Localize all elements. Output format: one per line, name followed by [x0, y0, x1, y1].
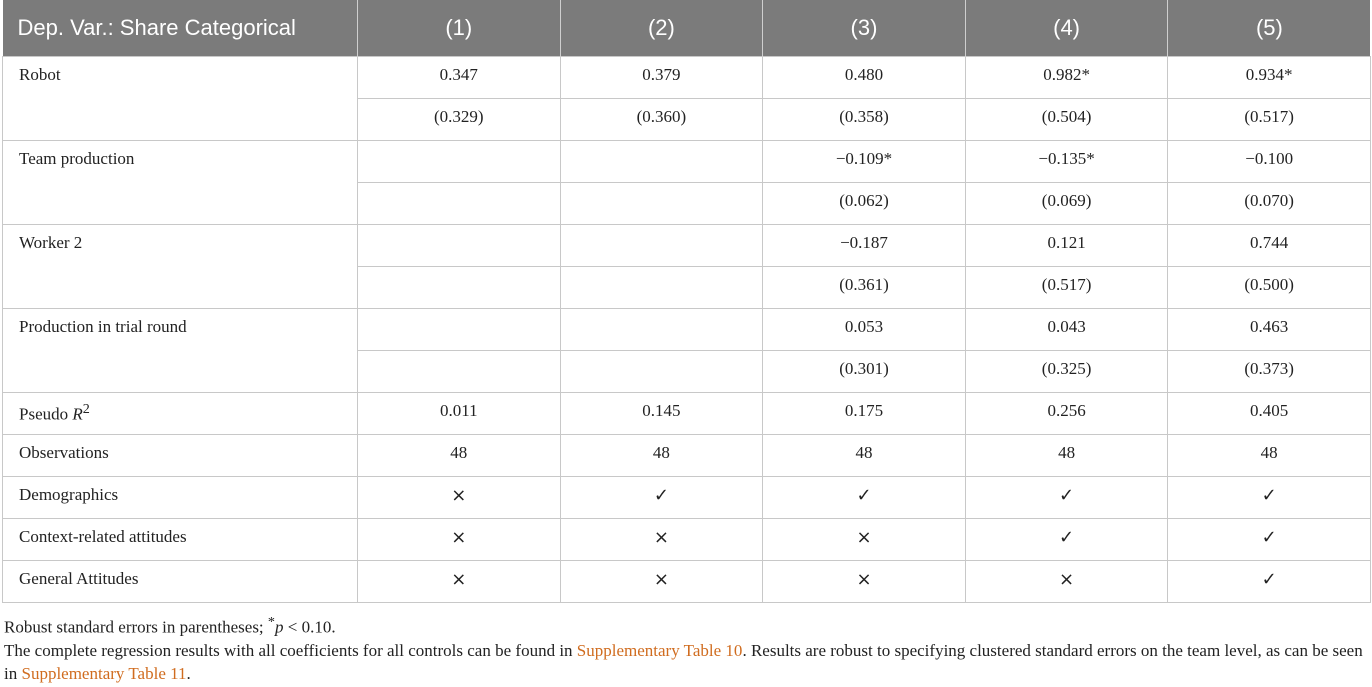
- cross-icon: ×: [358, 519, 561, 561]
- pseudo-r2-cell: 0.256: [965, 393, 1168, 435]
- coefficient-cell: [358, 225, 561, 267]
- observations-cell: 48: [763, 435, 966, 477]
- check-icon: ✓: [1168, 519, 1371, 561]
- table-row-control: [3, 561, 1371, 603]
- std-error-cell: (0.070): [1168, 183, 1371, 225]
- coefficient-cell: 0.347: [358, 57, 561, 99]
- std-error-cell: [560, 183, 763, 225]
- header-col-3: (3): [763, 0, 966, 57]
- coefficient-cell: [560, 225, 763, 267]
- footnote-text: Robust standard errors in parentheses;: [4, 617, 268, 637]
- footnote-line-1: [4, 611, 1370, 639]
- header-dep-var: Dep. Var.: Share Categorical: [3, 0, 358, 57]
- table-row-control: [3, 519, 1371, 561]
- footnote-threshold: < 0.10.: [283, 617, 336, 637]
- std-error-cell: (0.504): [965, 99, 1168, 141]
- coefficient-cell: 0.463: [1168, 309, 1371, 351]
- coefficient-cell: 0.379: [560, 57, 763, 99]
- header-col-4: (4): [965, 0, 1168, 57]
- row-label: Team production: [3, 141, 358, 225]
- table-row: [3, 141, 1371, 183]
- row-label: Robot: [3, 57, 358, 141]
- std-error-cell: (0.069): [965, 183, 1168, 225]
- pseudo-r2-cell: 0.011: [358, 393, 561, 435]
- std-error-cell: (0.301): [763, 351, 966, 393]
- pseudo-r2-cell: 0.175: [763, 393, 966, 435]
- coefficient-cell: 0.480: [763, 57, 966, 99]
- std-error-cell: [560, 267, 763, 309]
- row-label: General Attitudes: [3, 561, 358, 603]
- std-error-cell: [560, 351, 763, 393]
- coefficient-cell: 0.043: [965, 309, 1168, 351]
- coefficient-cell: −0.100: [1168, 141, 1371, 183]
- std-error-cell: (0.325): [965, 351, 1168, 393]
- table-row-control: [3, 477, 1371, 519]
- cross-icon: ×: [763, 519, 966, 561]
- coefficient-cell: [358, 309, 561, 351]
- std-error-cell: [358, 183, 561, 225]
- table-header-row: [3, 0, 1371, 57]
- footnote-star: *: [267, 614, 275, 630]
- cross-icon: ×: [358, 561, 561, 603]
- regression-table-container: [2, 0, 1370, 685]
- coefficient-cell: 0.934*: [1168, 57, 1371, 99]
- coefficient-cell: −0.135*: [965, 141, 1168, 183]
- check-icon: ✓: [763, 477, 966, 519]
- std-error-cell: (0.358): [763, 99, 966, 141]
- check-icon: ✓: [1168, 561, 1371, 603]
- cross-icon: ×: [763, 561, 966, 603]
- coefficient-cell: [560, 309, 763, 351]
- footnote-text: . Results are robust to specifying clustered standard errors on the team level, as can be seen in: [4, 640, 1363, 683]
- r-variable: R: [72, 404, 83, 424]
- header-col-1: (1): [358, 0, 561, 57]
- footnote-text: .: [186, 663, 191, 683]
- check-icon: ✓: [965, 519, 1168, 561]
- std-error-cell: (0.361): [763, 267, 966, 309]
- std-error-cell: (0.329): [358, 99, 561, 141]
- table-row-observations: [3, 435, 1371, 477]
- row-label: Production in trial round: [3, 309, 358, 393]
- pseudo-r2-cell: 0.145: [560, 393, 763, 435]
- std-error-cell: (0.517): [965, 267, 1168, 309]
- regression-table: [2, 0, 1371, 603]
- supplementary-table-10-link[interactable]: Supplementary Table 10: [576, 640, 743, 660]
- coefficient-cell: −0.187: [763, 225, 966, 267]
- coefficient-cell: 0.121: [965, 225, 1168, 267]
- row-label: Worker 2: [3, 225, 358, 309]
- observations-cell: 48: [1168, 435, 1371, 477]
- std-error-cell: (0.517): [1168, 99, 1371, 141]
- check-icon: ✓: [1168, 477, 1371, 519]
- cross-icon: ×: [560, 519, 763, 561]
- pseudo-r2-cell: 0.405: [1168, 393, 1371, 435]
- row-label: [3, 393, 358, 435]
- coefficient-cell: [358, 141, 561, 183]
- table-row-pseudo-r2: [3, 393, 1371, 435]
- coefficient-cell: 0.053: [763, 309, 966, 351]
- coefficient-cell: 0.982*: [965, 57, 1168, 99]
- std-error-cell: [358, 351, 561, 393]
- coefficient-cell: [560, 141, 763, 183]
- table-row: [3, 225, 1371, 267]
- header-col-2: (2): [560, 0, 763, 57]
- row-label: Demographics: [3, 477, 358, 519]
- std-error-cell: (0.373): [1168, 351, 1371, 393]
- observations-cell: 48: [358, 435, 561, 477]
- supplementary-table-11-link[interactable]: Supplementary Table 11: [21, 663, 187, 683]
- pseudo-label: Pseudo: [19, 404, 73, 424]
- observations-cell: 48: [965, 435, 1168, 477]
- footnote-line-2: [4, 639, 1370, 685]
- row-label: Observations: [3, 435, 358, 477]
- table-body: [3, 57, 1371, 603]
- cross-icon: ×: [358, 477, 561, 519]
- cross-icon: ×: [560, 561, 763, 603]
- table-row: [3, 57, 1371, 99]
- header-col-5: (5): [1168, 0, 1371, 57]
- check-icon: ✓: [965, 477, 1168, 519]
- observations-cell: 48: [560, 435, 763, 477]
- table-footnotes: [2, 611, 1370, 685]
- std-error-cell: [358, 267, 561, 309]
- std-error-cell: (0.062): [763, 183, 966, 225]
- coefficient-cell: −0.109*: [763, 141, 966, 183]
- std-error-cell: (0.500): [1168, 267, 1371, 309]
- r-superscript: 2: [82, 401, 90, 417]
- check-icon: ✓: [560, 477, 763, 519]
- row-label: Context-related attitudes: [3, 519, 358, 561]
- coefficient-cell: 0.744: [1168, 225, 1371, 267]
- table-row: [3, 309, 1371, 351]
- footnote-p: p: [275, 617, 284, 637]
- std-error-cell: (0.360): [560, 99, 763, 141]
- cross-icon: ×: [965, 561, 1168, 603]
- footnote-text: The complete regression results with all coefficients for all controls can be found in: [4, 640, 577, 660]
